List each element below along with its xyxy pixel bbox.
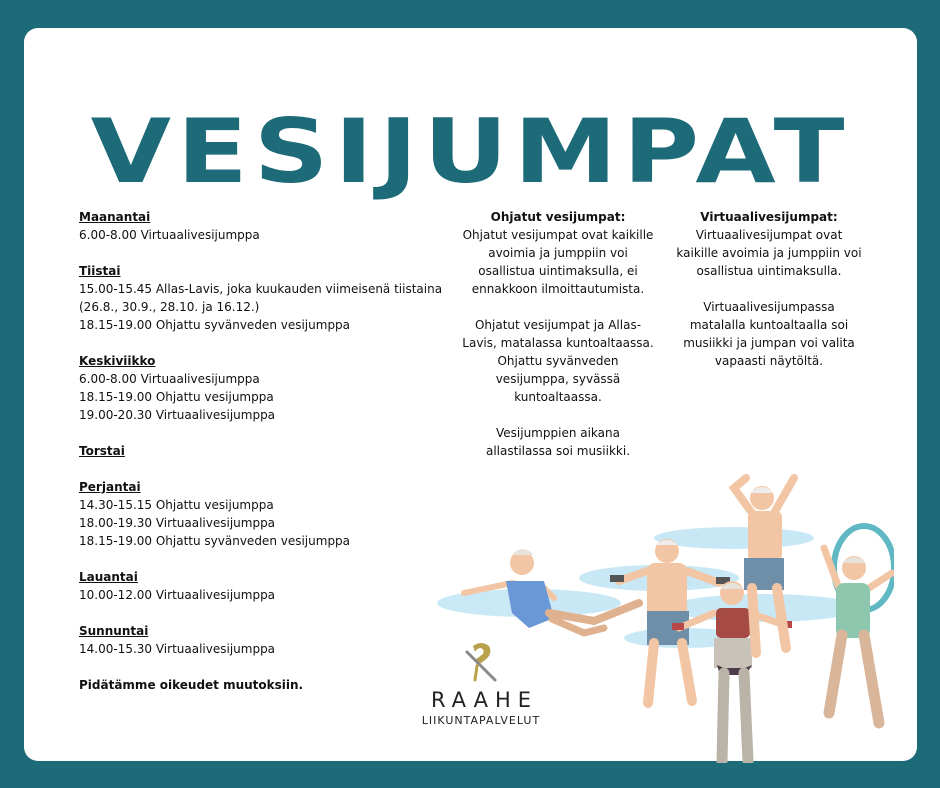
- day-block: [79, 352, 459, 424]
- guided-paragraph: Ohjatut vesijumpat ovat kaikille avoimia ja jumppiin voi osallistua uintimaksulla, ei ennakkoon ilmoittautumista.: [462, 228, 654, 296]
- guided-info: [462, 208, 654, 478]
- day-name: Torstai: [79, 444, 125, 458]
- virtual-heading: Virtuaalivesijumpat:: [700, 210, 838, 224]
- virtual-paragraph: Virtuaalivesijumpat ovat kaikille avoimia ja jumppiin voi osallistua uintimaksulla.: [676, 228, 862, 278]
- day-block: [79, 568, 459, 604]
- schedule-entry: 18.15-19.00 Ohjattu vesijumppa: [79, 390, 274, 404]
- schedule-entry: 18.15-19.00 Ohjattu syvänveden vesijumppa: [79, 534, 351, 548]
- day-block: [79, 262, 459, 334]
- raahe-logo: [396, 640, 566, 727]
- schedule-entry: 18.00-19.30 Virtuaalivesijumppa: [79, 516, 276, 530]
- guided-paragraph: Ohjatut vesijumpat ja Allas-Lavis, matalassa kuntoaltaassa. Ohjattu syvänveden vesijumppa, syvässä kuntoaltaassa.: [462, 318, 654, 404]
- schedule-entry: 19.00-20.30 Virtuaalivesijumppa: [79, 408, 276, 422]
- schedule-entry: 14.00-15.30 Virtuaalivesijumppa: [79, 642, 276, 656]
- logo-subtitle: LIIKUNTAPALVELUT: [421, 714, 541, 727]
- day-block: [79, 442, 459, 460]
- day-name: Tiistai: [79, 264, 121, 278]
- schedule-entry: (26.8., 30.9., 28.10. ja 16.12.): [79, 300, 260, 314]
- schedule-entry: 6.00-8.00 Virtuaalivesijumppa: [79, 228, 260, 242]
- changes-note: Pidätämme oikeudet muutoksiin.: [79, 678, 304, 692]
- virtual-paragraph: Virtuaalivesijumpassa matalalla kuntoaltaalla soi musiikki ja jumpan voi valita vapaasti näytöltä.: [683, 300, 855, 368]
- day-block: [79, 208, 459, 244]
- day-name: Perjantai: [79, 480, 141, 494]
- page-title: VESIJUMPAT: [90, 100, 851, 203]
- day-name: Lauantai: [79, 570, 138, 584]
- schedule-entry: 14.30-15.15 Ohjattu vesijumppa: [79, 498, 274, 512]
- schedule-entry: 15.00-15.45 Allas-Lavis, joka kuukauden viimeisenä tiistaina: [79, 282, 443, 296]
- day-name: Maanantai: [79, 210, 151, 224]
- logo-name: RAAHE: [430, 688, 539, 712]
- day-name: Keskiviikko: [79, 354, 156, 368]
- schedule-entry: 18.15-19.00 Ohjattu syvänveden vesijumppa: [79, 318, 351, 332]
- guided-paragraph: Vesijumppien aikana allastilassa soi musiikki.: [485, 426, 631, 458]
- raahe-emblem-icon: [463, 640, 499, 684]
- schedule-entry: 6.00-8.00 Virtuaalivesijumppa: [79, 372, 260, 386]
- poster-card: [24, 28, 917, 761]
- guided-heading: Ohjatut vesijumpat:: [490, 210, 626, 224]
- day-name: Sunnuntai: [79, 624, 149, 638]
- schedule-entry: 10.00-12.00 Virtuaalivesijumppa: [79, 588, 276, 602]
- day-block: [79, 478, 459, 550]
- weekly-schedule: [79, 208, 459, 694]
- virtual-info: [674, 208, 864, 388]
